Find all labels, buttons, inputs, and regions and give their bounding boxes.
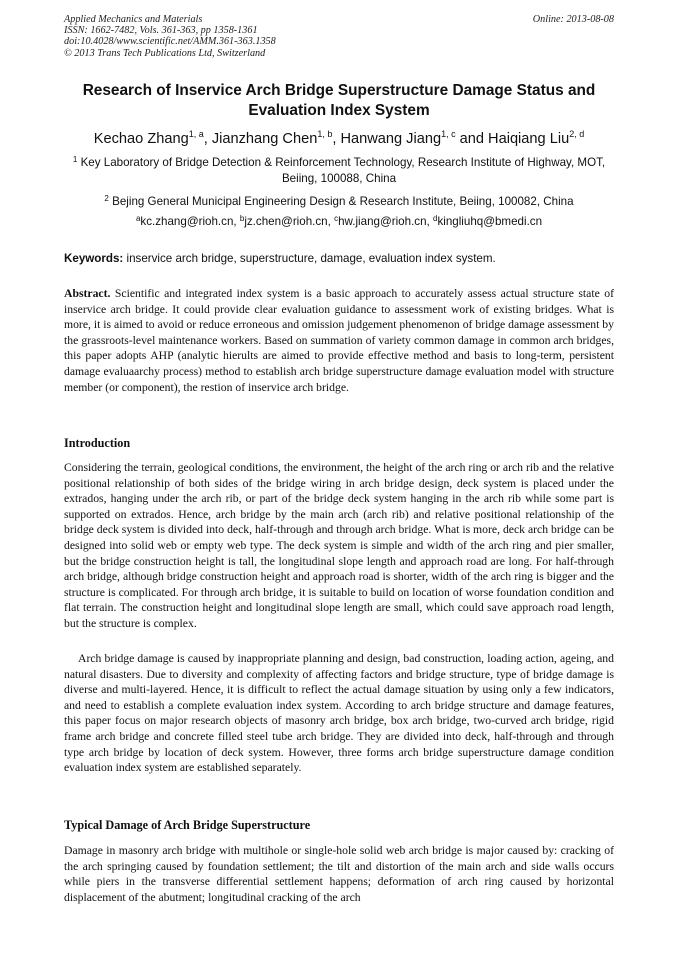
introduction-paragraph-1: Considering the terrain, geological conditions, the environment, the height of the arch ring or arch rib and the relative positional relationship of both sides of the bridge wiring in arch bridge design, deck system is placed under the extrados, hanging under the arch rib, or part of the bridge deck system hanging in the arch rib while some part is supported on extrados. Hence, arch bridge by the main arch (arch rib) and relative positional relationship of the bridge deck system is divided into deck, half-through and through arch bridge. What is more, deck arch bridge can be designed into solid web or empty web type. The deck system is simple and width of the arch ring and pier smaller, but the bridge construction height is tall, the longitudinal slope length and approach road are long. For half-through arch bridge, although bridge construction height and approach road is shorter, width of the arch ring is bigger and the structure is complicated. For through arch bridge, it is suitable to build on location of worse foundation condition and flat terrain. The construction height and longitudinal slope length are small, which could save approach road length, but the structure is complex. [64, 461, 614, 630]
author-superscript: 1, a [188, 129, 204, 139]
email-link[interactable]: hw.jiang@rioh.cn [338, 215, 427, 228]
affiliation-1 [64, 155, 614, 186]
email-mark: b [239, 214, 245, 223]
abstract-text: Scientific and integrated index system is a basic approach to accurately assess actual structure state of inservice arch bridge. It could provide clear evaluation guidance to assessment work of existing bridges. What is more, it is aimed to avoid or reduce erroneous and omission judgement phenomenon of bridge damage assessment by the grassroots-level maintenance workers. Based on summation of variety common damage in common arch bridges, this paper adopts AHP (analytic hierults are aimed to provide effective method and basis to long-term, persistent damage evaluaarchy process) method to establish arch bridge superstructure damage evaluation model with structure member (or component), the restion of inservice arch bridge. [64, 287, 614, 394]
online-date: Online: 2013-08-08 [532, 14, 614, 25]
abstract-label: Abstract. [64, 287, 111, 300]
author-separator: , [332, 131, 341, 147]
abstract [64, 286, 614, 395]
section-heading-typical-damage: Typical Damage of Arch Bridge Superstructure [64, 818, 311, 832]
affiliation-number: 1 [72, 155, 78, 164]
email-link[interactable]: jz.chen@rioh.cn [244, 215, 328, 228]
keywords [64, 251, 614, 266]
author-superscript: 1, b [317, 129, 333, 139]
author-name: Jianzhang Chen [211, 131, 318, 147]
author-superscript: 1, c [441, 129, 456, 139]
email-link[interactable]: kc.zhang@rioh.cn [140, 215, 234, 228]
doi-line: doi:10.4028/www.scientific.net/AMM.361-363.1358 [64, 36, 276, 48]
typical-damage-paragraph-1: Damage in masonry arch bridge with multihole or single-hole solid web arch bridge is major caused by: cracking of the arch springing caused by foundation settlement; the tilt and distortion of the main arch and side walls occurs while piers in the transverse differential settlement happens; deformation of arch ring caused by horizontal displacement of the abutment; longitudinal cracking of the arch [64, 844, 614, 904]
email-mark: a [135, 214, 141, 223]
author-superscript: 2, d [569, 129, 585, 139]
author-name: Hanwang Jiang [340, 131, 442, 147]
paper-title: Research of Inservice Arch Bridge Superstructure Damage Status and Evaluation Index System [82, 82, 596, 119]
author-list [40, 130, 638, 148]
author-name: Kechao Zhang [93, 131, 189, 147]
email-link[interactable]: kingliuhq@bmedi.cn [437, 215, 543, 228]
section-heading-introduction: Introduction [64, 436, 131, 450]
email-mark: c [334, 214, 339, 223]
introduction-paragraph-2: Arch bridge damage is caused by inappropriate planning and design, bad construction, loading action, ageing, and natural disasters. Due to diversity and complexity of affecting factors and bridge structure, type of bridge damage is diverse and multi-layered. Hence, it is difficult to reflect the actual damage situation by using only a few indicators, and need to establish a complete evaluation index system. According to arch bridge structure and damage features, this paper focus on major research objects of masonry arch bridge, box arch bridge, two-curved arch bridge, rigid frame arch bridge and concrete filled steel tube arch bridge. They are divided into deck, half-through and through type arch bridge by location of deck system. However, three forms arch bridge superstructure damage condition evaluation index system are established separately. [64, 652, 614, 775]
email-mark: d [433, 214, 438, 223]
author-name: Haiqiang Liu [488, 131, 570, 147]
author-separator: and [455, 131, 489, 147]
issn-line: ISSN: 1662-7482, Vols. 361-363, pp 1358-1361 [64, 25, 258, 37]
journal-name: Applied Mechanics and Materials [64, 14, 203, 25]
affiliation-2 [64, 194, 614, 210]
affiliation-text: Key Laboratory of Bridge Detection & Reinforcement Technology, Research Institute of Highway, MOT, Beiing, 100088, China [80, 156, 606, 185]
author-emails: $^a$kc.zhang@rioh.cn, $^b$jz.chen@rioh.cn, $^c$hw.jiang@rioh.cn, $^d$kingliuhq@bmedi.cn [135, 214, 543, 228]
keywords-label: Keywords: [64, 252, 124, 265]
journal-header [64, 14, 614, 59]
copyright-line: © 2013 Trans Tech Publications Ltd, Switzerland [64, 47, 266, 59]
keywords-text: inservice arch bridge, superstructure, damage, evaluation index system. [123, 252, 496, 265]
affiliation-text: Bejing General Municipal Engineering Design & Research Institute, Beiing, 100082, China [112, 195, 574, 208]
affiliation-number: 2 [104, 194, 109, 203]
author-separator: , [203, 131, 212, 147]
